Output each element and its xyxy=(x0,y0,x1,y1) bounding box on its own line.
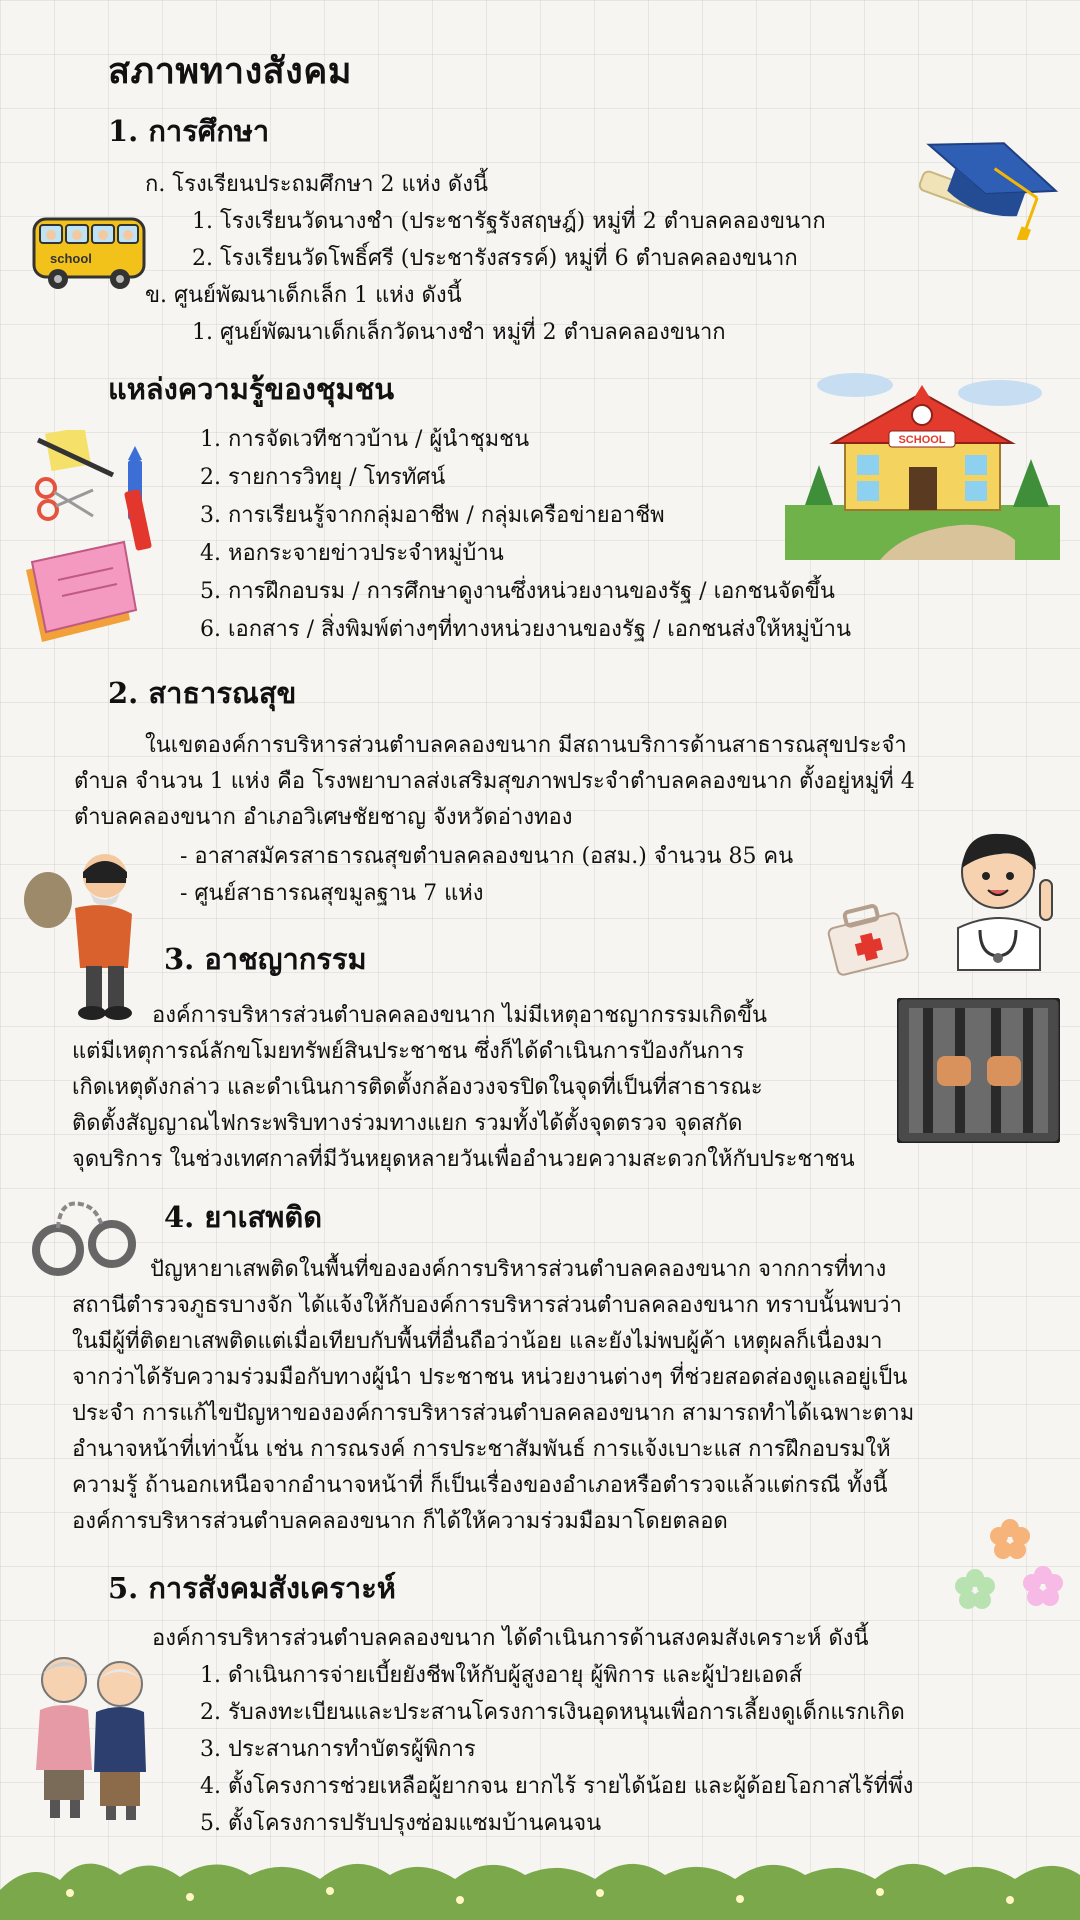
jail-bars-icon xyxy=(897,998,1060,1143)
handcuffs-icon xyxy=(30,1192,145,1287)
health-line-1: ในเขตองค์การบริหารส่วนตำบลคลองขนาก มีสถานบริการด้านสาธารณสุขประจำ xyxy=(145,733,907,758)
grass-decoration xyxy=(0,1845,1080,1920)
graduation-cap-icon xyxy=(905,120,1060,240)
drugs-line-3: ในมีผู้ที่ติดยาเสพติดแต่เมื่อเทียบกับพื้นที่อื่นถือว่าน้อย และยังไม่พบผู้ค้า เหตุผลก็เนื่องมา xyxy=(72,1329,883,1354)
drugs-line-2: สถานีตำรวจภูธรบางจัก ได้แจ้งให้กับองค์การบริหารส่วนตำบลคลองขนาก ทราบนั้นพบว่า xyxy=(72,1293,902,1318)
first-aid-kit-icon xyxy=(820,890,915,980)
health-heading: 2. สาธารณสุข xyxy=(108,676,297,710)
learning-item-6: 6. เอกสาร / สิ่งพิมพ์ต่างๆที่ทางหน่วยงานของรัฐ / เอกชนส่งให้หมู่บ้าน xyxy=(200,617,852,642)
flowers-icon xyxy=(945,1515,1070,1655)
welfare-item-2: 2. รับลงทะเบียนและประสานโครงการเงินอุดหนุนเพื่อการเลี้ยงดูเด็กแรกเกิด xyxy=(200,1700,905,1725)
health-line-2: ตำบล จำนวน 1 แห่ง คือ โรงพยาบาลส่งเสริมสุขภาพประจำตำบลคลองขนาก ตั้งอยู่หมู่ที่ 4 xyxy=(74,769,915,794)
thief-icon xyxy=(20,848,155,1028)
school-item-1: 1. โรงเรียนวัดนางชำ (ประชารัฐรังสฤษฎ์) หมู่ที่ 2 ตำบลคลองขนาก xyxy=(192,209,826,234)
welfare-intro: องค์การบริหารส่วนตำบลคลองขนาก ได้ดำเนินการด้านสงคมสังเคราะห์ ดังนี้ xyxy=(152,1626,869,1651)
drugs-line-5: ประจำ การแก้ไขปัญหาขององค์การบริหารส่วนตำบลคลองขนาก สามารถทำได้เฉพาะตาม xyxy=(72,1401,915,1426)
learning-item-4: 4. หอกระจายข่าวประจำหมู่บ้าน xyxy=(200,541,504,566)
drugs-line-6: อำนาจหน้าที่เท่านั้น เช่น การณรงค์ การประชาสัมพันธ์ การแจ้งเบาะแส การฝึกอบรมให้ xyxy=(72,1437,891,1462)
learning-heading: แหล่งความรู้ของชุมชน xyxy=(108,372,395,406)
welfare-item-4: 4. ตั้งโครงการช่วยเหลือผู้ยากจน ยากไร้ รายได้น้อย และผู้ด้อยโอกาสไร้ที่พึ่ง xyxy=(200,1774,914,1799)
learning-item-2: 2. รายการวิทยุ / โทรทัศน์ xyxy=(200,465,446,490)
school-intro: ก. โรงเรียนประถมศึกษา 2 แห่ง ดังนี้ xyxy=(145,172,488,197)
crime-heading: 3. อาชญากรรม xyxy=(164,942,367,976)
health-bullet-2: - ศูนย์สาธารณสุขมูลฐาน 7 แห่ง xyxy=(180,881,484,906)
crime-line-3: เกิดเหตุดังกล่าว และดำเนินการติดตั้งกล้องวงจรปิดในจุดที่เป็นที่สาธารณะ xyxy=(72,1075,763,1100)
drugs-line-4: จากว่าได้รับความร่วมมือกับทางผู้นำ ประชาชน หน่วยงานต่างๆ ที่ช่วยสอดส่องดูแลอยู่เป็น xyxy=(72,1365,908,1390)
drugs-line-1: ปัญหายาเสพติดในพื้นที่ขององค์การบริหารส่วนตำบลคลองขนาก จากการที่ทาง xyxy=(150,1257,887,1282)
crime-line-1: องค์การบริหารส่วนตำบลคลองขนาก ไม่มีเหตุอาชญากรรมเกิดขึ้น xyxy=(152,1003,768,1028)
drugs-line-8: องค์การบริหารส่วนตำบลคลองขนาก ก็ได้ให้ความร่วมมือมาโดยตลอด xyxy=(72,1509,728,1534)
center-item-1: 1. ศูนย์พัฒนาเด็กเล็กวัดนางชำ หมู่ที่ 2 ตำบลคลองขนาก xyxy=(192,320,726,345)
center-intro: ข. ศูนย์พัฒนาเด็กเล็ก 1 แห่ง ดังนี้ xyxy=(145,283,462,308)
school-bus-label: school xyxy=(50,251,92,266)
page-title: สภาพทางสังคม xyxy=(108,50,353,92)
education-heading: 1. การศึกษา xyxy=(108,114,270,148)
school-sign-label: SCHOOL xyxy=(898,434,946,446)
crime-line-5: จุดบริการ ในช่วงเทศกาลที่มีวันหยุดหลายวันเพื่ออำนวยความสะดวกให้กับประชาชน xyxy=(72,1147,855,1172)
welfare-heading: 5. การสังคมสังเคราะห์ xyxy=(108,1571,396,1605)
crime-line-4: ติดตั้งสัญญาณไฟกระพริบทางร่วมทางแยก รวมทั้งได้ตั้งจุดตรวจ จุดสกัด xyxy=(72,1111,743,1136)
stationery-icon xyxy=(18,430,193,655)
welfare-item-5: 5. ตั้งโครงการปรับปรุงซ่อมแซมบ้านคนจน xyxy=(200,1811,602,1836)
welfare-item-3: 3. ประสานการทำบัตรผู้พิการ xyxy=(200,1737,476,1762)
drugs-heading: 4. ยาเสพติด xyxy=(164,1200,323,1234)
learning-item-1: 1. การจัดเวทีชาวบ้าน / ผู้นำชุมชน xyxy=(200,427,530,452)
health-line-3: ตำบลคลองขนาก อำเภอวิเศษชัยชาญ จังหวัดอ่างทอง xyxy=(74,805,573,830)
elderly-couple-icon xyxy=(22,1650,162,1825)
crime-line-2: แต่มีเหตุการณ์ลักขโมยทรัพย์สินประชาชน ซึ่งก็ได้ดำเนินการป้องกันการ xyxy=(72,1039,745,1064)
doctor-icon xyxy=(940,820,1065,975)
school-building-icon xyxy=(785,355,1060,560)
school-bus-icon xyxy=(30,205,150,295)
drugs-line-7: ความรู้ ถ้านอกเหนือจากอำนาจหน้าที่ ก็เป็นเรื่องของอำเภอหรือตำรวจแล้วแต่กรณี ทั้งนี้ xyxy=(72,1473,888,1498)
school-item-2: 2. โรงเรียนวัดโพธิ์ศรี (ประชารังสรรค์) หมู่ที่ 6 ตำบลคลองขนาก xyxy=(192,246,798,271)
learning-item-3: 3. การเรียนรู้จากกลุ่มอาชีพ / กลุ่มเครือข่ายอาชีพ xyxy=(200,503,665,528)
welfare-item-1: 1. ดำเนินการจ่ายเบี้ยยังชีพให้กับผู้สูงอายุ ผู้พิการ และผู้ป่วยเอดส์ xyxy=(200,1663,803,1688)
health-bullet-1: - อาสาสมัครสาธารณสุขตำบลคลองขนาก (อสม.) จำนวน 85 คน xyxy=(180,844,794,869)
learning-item-5: 5. การฝึกอบรม / การศึกษาดูงานซึ่งหน่วยงานของรัฐ / เอกชนจัดขึ้น xyxy=(200,579,835,604)
